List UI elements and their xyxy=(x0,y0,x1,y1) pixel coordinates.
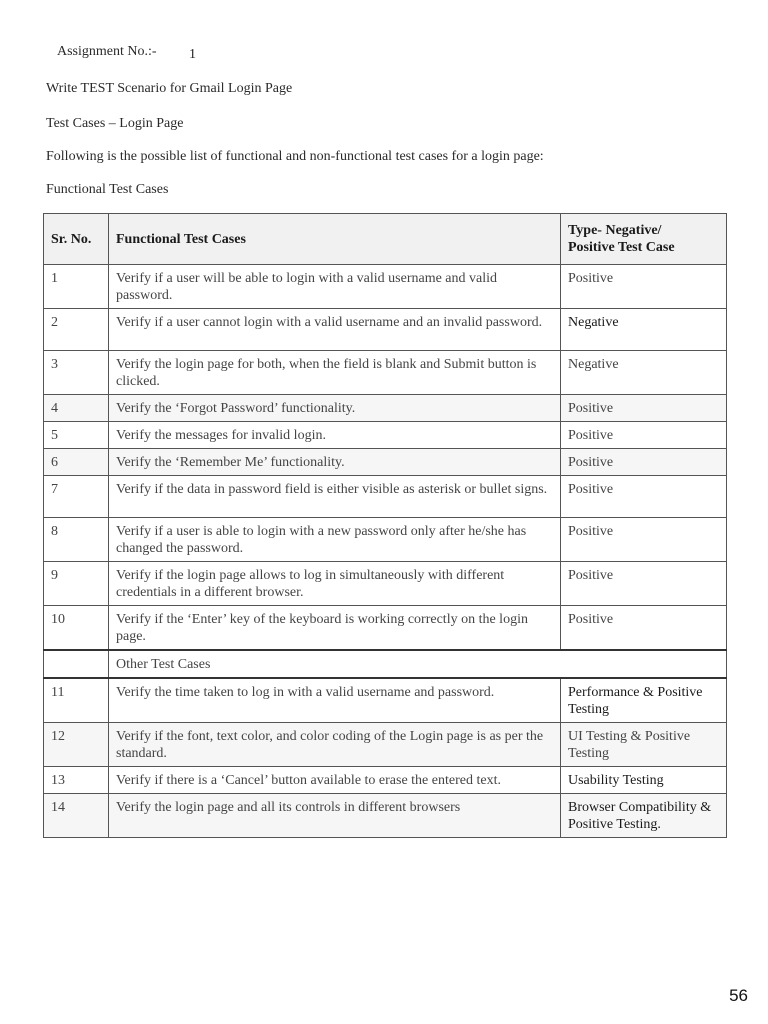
type-cell: Positive xyxy=(561,265,727,309)
other-test-cases-heading: Other Test Cases xyxy=(109,650,727,678)
assignment-number: 1 xyxy=(189,47,196,62)
table-header-row xyxy=(44,214,727,265)
sr-cell: 11 xyxy=(44,678,109,723)
header-sr-no: Sr. No. xyxy=(44,214,109,265)
table-row xyxy=(44,265,727,309)
table-row xyxy=(44,449,727,476)
header-functional-test-cases: Functional Test Cases xyxy=(109,214,561,265)
header-type xyxy=(561,214,727,265)
type-cell: Positive xyxy=(561,395,727,422)
page-number: 56 xyxy=(729,986,748,1005)
header-type-line2: Positive Test Case xyxy=(568,240,675,255)
sr-cell-empty xyxy=(44,650,109,678)
table-row xyxy=(44,606,727,651)
case-cell: Verify the time taken to log in with a valid username and password. xyxy=(109,678,561,723)
document-title: Write TEST Scenario for Gmail Login Page xyxy=(46,81,293,96)
case-cell: Verify if the login page allows to log in simultaneously with different credentials in a different browser. xyxy=(109,562,561,606)
type-cell: Usability Testing xyxy=(561,767,727,794)
section-heading: Functional Test Cases xyxy=(46,182,169,197)
sr-cell: 14 xyxy=(44,794,109,838)
type-cell: Positive xyxy=(561,518,727,562)
assignment-label: Assignment No.:- xyxy=(57,44,157,59)
sr-cell: 9 xyxy=(44,562,109,606)
type-cell: Positive xyxy=(561,562,727,606)
type-cell: Positive xyxy=(561,422,727,449)
sr-cell: 5 xyxy=(44,422,109,449)
sr-cell: 10 xyxy=(44,606,109,651)
table-row xyxy=(44,476,727,518)
sr-cell: 3 xyxy=(44,351,109,395)
case-cell: Verify the ‘Remember Me’ functionality. xyxy=(109,449,561,476)
case-cell: Verify if a user is able to login with a new password only after he/she has changed the password. xyxy=(109,518,561,562)
case-cell: Verify if there is a ‘Cancel’ button available to erase the entered text. xyxy=(109,767,561,794)
type-cell: Positive xyxy=(561,606,727,651)
table-row xyxy=(44,309,727,351)
sr-cell: 13 xyxy=(44,767,109,794)
case-cell: Verify the login page for both, when the field is blank and Submit button is clicked. xyxy=(109,351,561,395)
sr-cell: 2 xyxy=(44,309,109,351)
case-cell: Verify if a user will be able to login with a valid username and valid password. xyxy=(109,265,561,309)
case-cell: Verify if the ‘Enter’ key of the keyboard is working correctly on the login page. xyxy=(109,606,561,651)
type-cell: Positive xyxy=(561,449,727,476)
sr-cell: 8 xyxy=(44,518,109,562)
case-cell: Verify if the data in password field is either visible as asterisk or bullet signs. xyxy=(109,476,561,518)
table-row xyxy=(44,723,727,767)
table-row xyxy=(44,562,727,606)
test-cases-table xyxy=(43,213,727,838)
table-row xyxy=(44,422,727,449)
sr-cell: 6 xyxy=(44,449,109,476)
type-cell: Performance & Positive Testing xyxy=(561,678,727,723)
table-row xyxy=(44,351,727,395)
document-description: Following is the possible list of functional and non-functional test cases for a login page: xyxy=(46,149,544,164)
type-cell: Positive xyxy=(561,476,727,518)
other-test-cases-row xyxy=(44,650,727,678)
type-cell: Browser Compatibility & Positive Testing. xyxy=(561,794,727,838)
table-row xyxy=(44,767,727,794)
sr-cell: 7 xyxy=(44,476,109,518)
case-cell: Verify if a user cannot login with a valid username and an invalid password. xyxy=(109,309,561,351)
case-cell: Verify the messages for invalid login. xyxy=(109,422,561,449)
case-cell: Verify the ‘Forgot Password’ functionality. xyxy=(109,395,561,422)
type-cell: Negative xyxy=(561,309,727,351)
table-row xyxy=(44,794,727,838)
table-row xyxy=(44,518,727,562)
header-type-line1: Type- Negative/ xyxy=(568,223,662,238)
document-subtitle: Test Cases – Login Page xyxy=(46,116,184,131)
case-cell: Verify the login page and all its controls in different browsers xyxy=(109,794,561,838)
table-row xyxy=(44,678,727,723)
table-row xyxy=(44,395,727,422)
case-cell: Verify if the font, text color, and color coding of the Login page is as per the standard. xyxy=(109,723,561,767)
sr-cell: 12 xyxy=(44,723,109,767)
type-cell: Negative xyxy=(561,351,727,395)
sr-cell: 4 xyxy=(44,395,109,422)
sr-cell: 1 xyxy=(44,265,109,309)
type-cell: UI Testing & Positive Testing xyxy=(561,723,727,767)
